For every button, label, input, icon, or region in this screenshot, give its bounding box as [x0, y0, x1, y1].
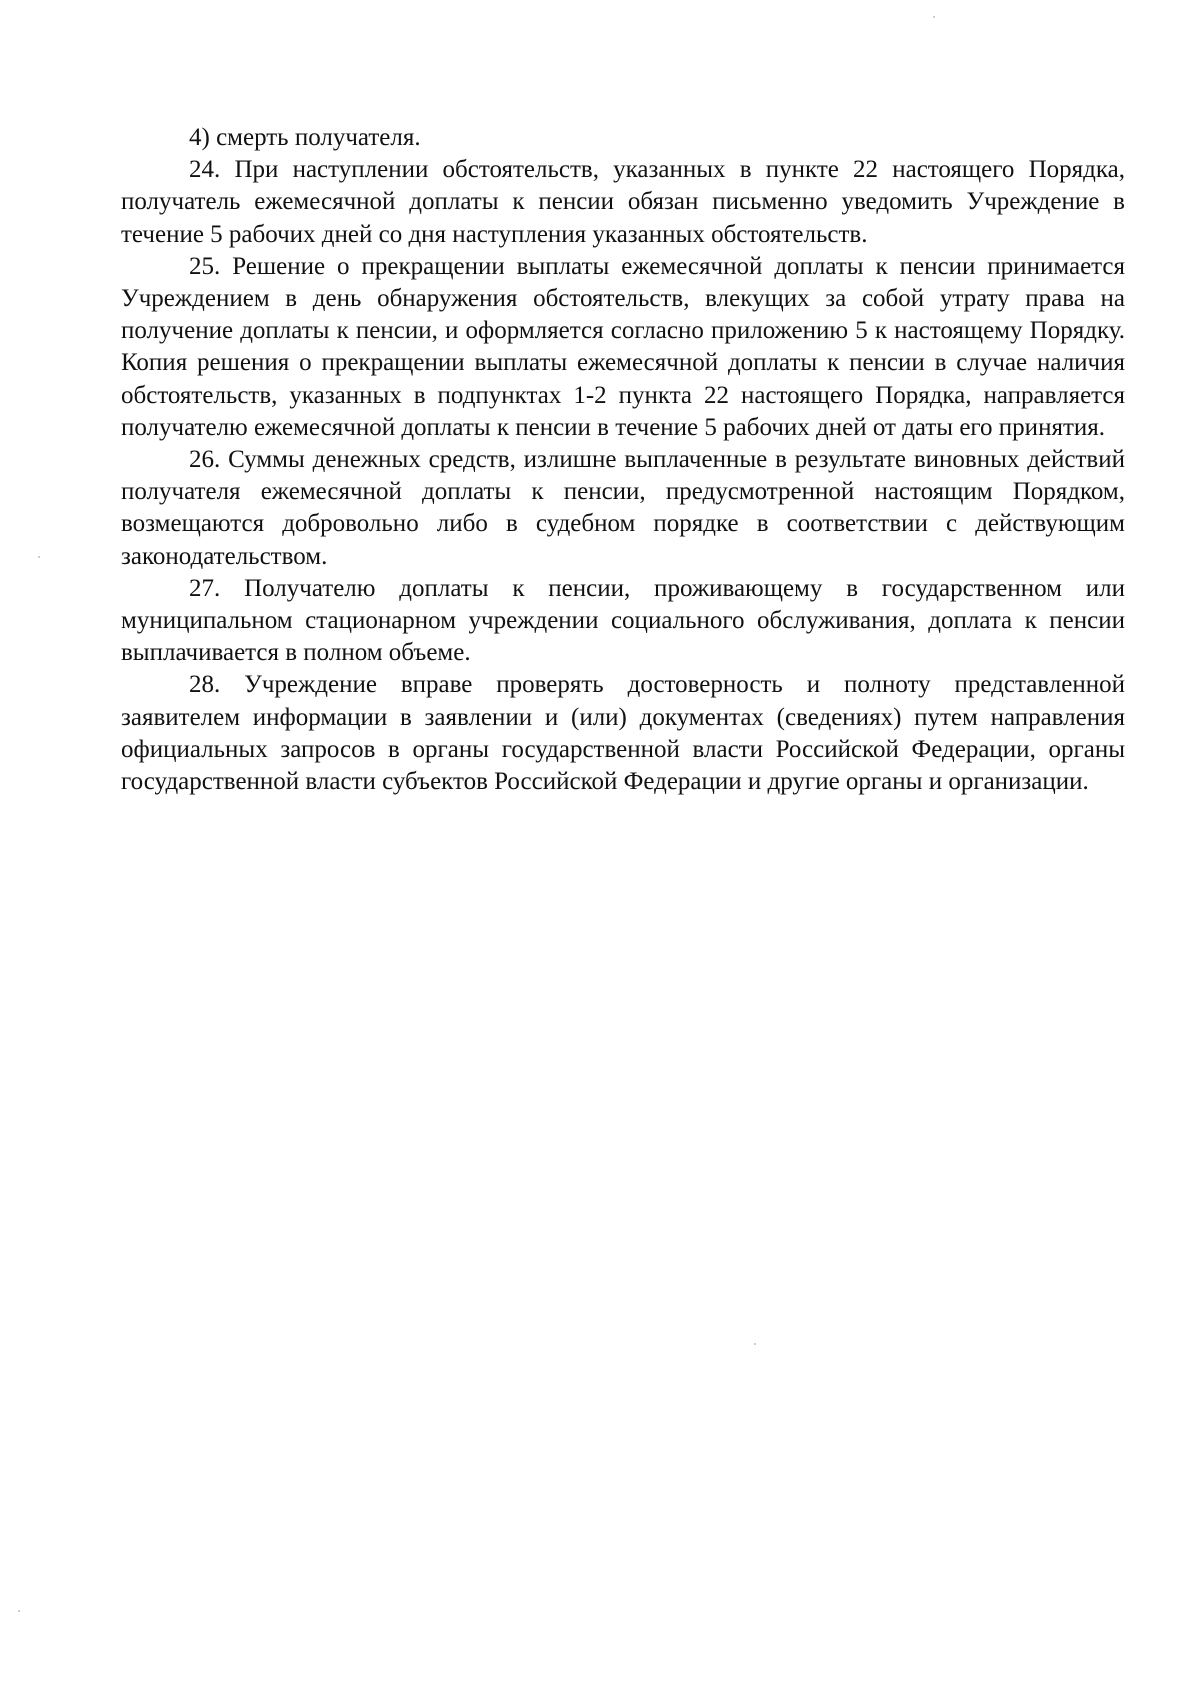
paragraph-26: 26. Суммы денежных средств, излишне выплаченные в результате виновных действий получателя ежемесячной доплаты к пенсии, предусмотренной настоящим Порядком, возмещаются добровольно либо в судебном порядке в соответствии с действующим законодательством. — [121, 446, 1125, 570]
paragraph-24: 24. При наступлении обстоятельств, указанных в пункте 22 настоящего Порядка, получатель ежемесячной доплаты к пенсии обязан письменно уведомить Учреждение в течение 5 рабочих дней со дня наступления указанных обстоятельств. — [121, 156, 1125, 248]
document-body — [121, 122, 1125, 798]
scan-speck — [933, 16, 935, 18]
paragraph-28: 28. Учреждение вправе проверять достоверность и полноту представленной заявителем информации в заявлении и (или) документах (сведениях) путем направления официальных запросов в органы государственной власти Российской Федерации, органы государственной власти субъектов Российской Федерации и другие органы и организации. — [121, 671, 1125, 796]
paragraph-25: 25. Решение о прекращении выплаты ежемесячной доплаты к пенсии принимается Учреждением в день обнаружения обстоятельств, влекущих за собой утрату права на получение доплаты к пенсии, и оформляется согласно приложению 5 к настоящему Порядку. Копия решения о прекращении выплаты ежемесячной доплаты к пенсии в случае наличия обстоятельств, указанных в подпунктах 1-2 пункта 22 настоящего Порядка, направляется получателю ежемесячной доплаты к пенсии в течение 5 рабочих дней от даты его принятия. — [121, 252, 1125, 441]
paragraph-27: 27. Получателю доплаты к пенсии, проживающему в государственном или муниципальном стационарном учреждении социального обслуживания, доплата к пенсии выплачивается в полном объеме. — [121, 574, 1125, 667]
scan-speck — [754, 1343, 756, 1345]
scan-speck — [18, 1610, 20, 1612]
paragraph-item-4: 4) смерть получателя. — [189, 124, 421, 151]
scan-speck — [38, 556, 40, 558]
